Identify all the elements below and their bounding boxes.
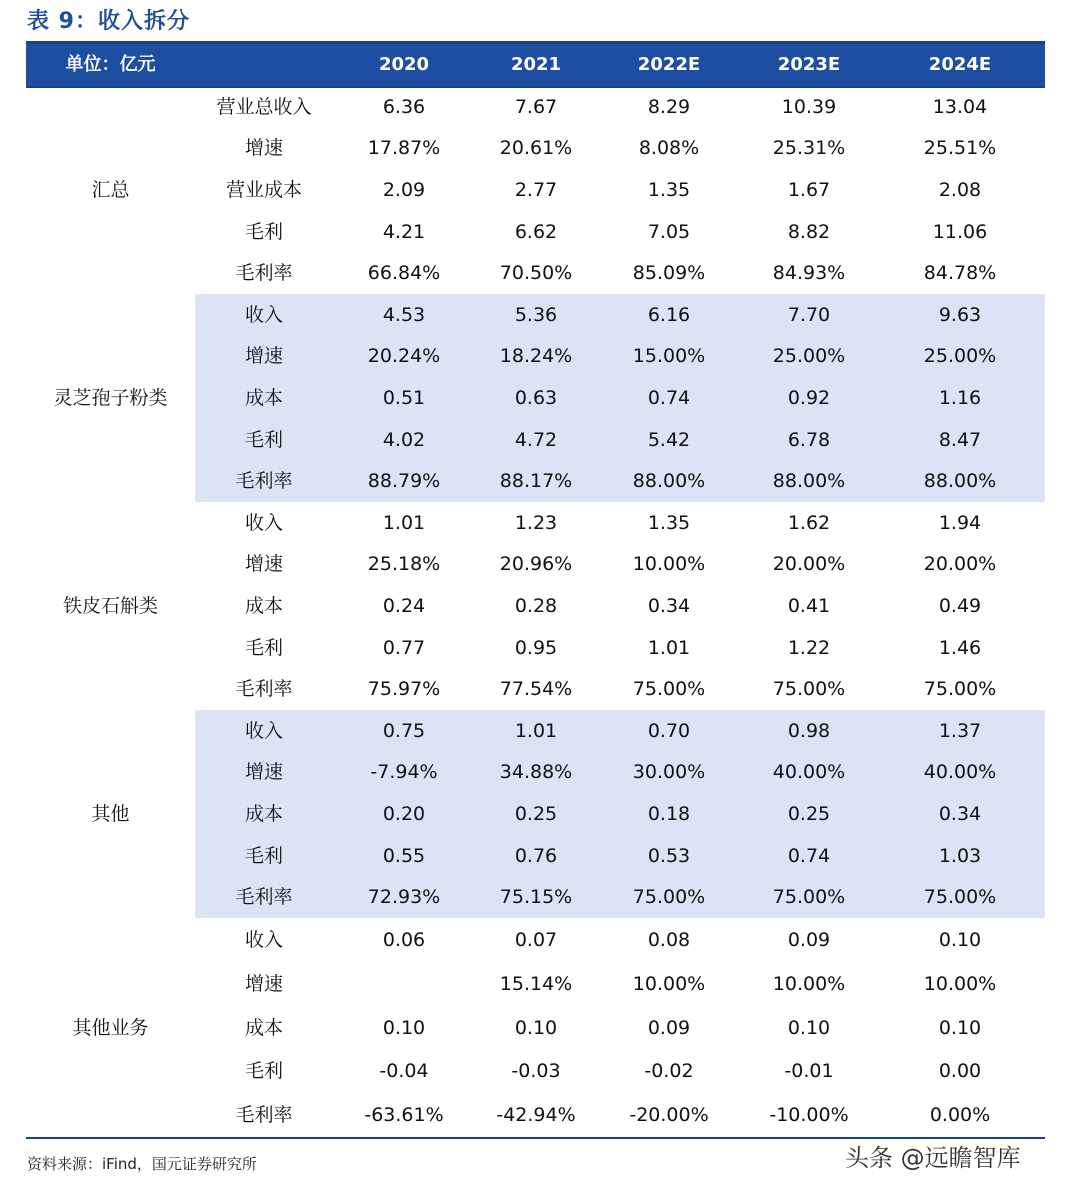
value-cell: 6.62 [514,220,558,243]
value-cell: 1.01 [514,719,558,742]
value-cell: 0.20 [382,803,426,825]
value-cell: 8.29 [647,95,691,118]
source-note: 资料来源：iFind，国元证券研究所 [27,1155,257,1173]
group-name: 其他 [91,803,130,825]
value-cell: 0.00 [938,1060,982,1083]
value-cell: 0.10 [514,1016,558,1039]
value-cell: 88.00% [772,470,846,493]
value-cell: 17.87% [367,137,441,160]
value-cell: 1.23 [514,511,558,534]
value-cell: 0.70 [647,719,691,742]
value-cell: 15.00% [632,345,706,368]
value-cell: 1.46 [938,636,982,659]
value-cell: 25.00% [923,345,997,368]
table-title: 表 9：收入拆分 [27,9,190,34]
value-cell: 0.74 [647,387,691,409]
header-year-2022e: 2022E [637,54,701,75]
value-cell: 75.00% [772,678,846,701]
value-cell: 40.00% [772,761,846,784]
value-cell: 6.36 [382,95,426,118]
value-cell: 8.82 [787,220,831,243]
row-label: 增速 [244,761,283,784]
value-cell: 34.88% [499,761,573,784]
value-cell: 0.07 [514,928,558,951]
value-cell: -42.94% [496,1104,576,1127]
value-cell: 20.96% [499,553,573,576]
value-cell: 7.67 [514,95,558,118]
row-label: 成本 [244,1016,283,1039]
value-cell: 0.95 [514,636,558,659]
value-cell: -7.94% [370,761,438,784]
value-cell: 0.41 [787,595,831,617]
value-cell: 1.03 [938,844,982,867]
value-cell: 10.00% [632,553,706,576]
value-cell: 1.35 [647,511,691,534]
value-cell: 0.09 [787,928,831,951]
value-cell: 0.28 [514,595,558,617]
value-cell: 20.61% [499,137,573,160]
value-cell: 1.67 [787,179,831,201]
row-label: 毛利 [244,636,283,659]
value-cell: 8.08% [638,137,700,160]
value-cell: 75.00% [772,886,846,909]
row-label: 毛利率 [235,1104,293,1127]
value-cell: 75.00% [923,678,997,701]
value-cell: 7.05 [647,220,691,243]
value-cell: 1.01 [382,511,426,534]
value-cell: 0.24 [382,595,426,617]
header-year-2021: 2021 [510,54,562,75]
value-cell: -0.03 [511,1060,561,1083]
value-cell: 7.70 [787,303,831,326]
value-cell: 6.16 [647,303,691,326]
value-cell: 1.62 [787,511,831,534]
header-year-2023e: 2023E [777,54,841,75]
value-cell: 77.54% [499,678,573,701]
value-cell: 0.06 [382,928,426,951]
value-cell: 75.00% [923,886,997,909]
value-cell: 0.34 [647,595,691,617]
row-label: 毛利 [244,844,283,867]
value-cell: 0.55 [382,844,426,867]
value-cell: 0.08 [647,928,691,951]
value-cell: 6.78 [787,428,831,451]
value-cell: 1.16 [938,387,982,409]
value-cell: -63.61% [364,1104,444,1127]
header-year-2024e: 2024E [928,54,992,75]
row-label: 成本 [244,595,283,617]
table-header [26,44,1045,86]
value-cell: -0.02 [644,1060,694,1083]
value-cell: 1.35 [647,179,691,201]
value-cell: -0.04 [379,1060,429,1083]
watermark: 头条 @远瞻智库 [845,1144,1021,1172]
value-cell: 10.39 [781,95,837,118]
value-cell: 5.36 [514,303,558,326]
value-cell: 88.00% [632,470,706,493]
header-year-2020: 2020 [378,54,430,75]
value-cell: 25.31% [772,137,846,160]
value-cell: 0.51 [382,387,426,409]
value-cell: 85.09% [632,262,706,285]
value-cell: 10.00% [632,972,706,995]
value-cell: 0.10 [382,1016,426,1039]
row-label: 收入 [244,719,283,742]
row-label: 营业总收入 [216,95,312,118]
value-cell: 0.10 [938,1016,982,1039]
value-cell: 0.49 [938,595,982,617]
value-cell: 0.34 [938,803,982,825]
value-cell: 13.04 [932,95,988,118]
value-cell: 88.00% [923,470,997,493]
value-cell: 1.94 [938,511,982,534]
value-cell: 84.78% [923,262,997,285]
value-cell: 0.53 [647,844,691,867]
value-cell: 0.74 [787,844,831,867]
value-cell: 88.17% [499,470,573,493]
value-cell: 5.42 [647,428,691,451]
row-label: 毛利率 [235,262,293,285]
value-cell: 20.00% [772,553,846,576]
value-cell: 18.24% [499,345,573,368]
value-cell: 0.76 [514,844,558,867]
value-cell: 72.93% [367,886,441,909]
value-cell: 10.00% [772,972,846,995]
value-cell: 40.00% [923,761,997,784]
header-bottom-rule [26,86,1045,88]
value-cell: -20.00% [629,1104,709,1127]
value-cell: 4.53 [382,303,426,326]
group-name: 灵芝孢子粉类 [53,387,168,409]
value-cell: 9.63 [938,303,982,326]
row-label: 增速 [244,553,283,576]
row-label: 毛利率 [235,470,293,493]
value-cell: -0.01 [784,1060,834,1083]
value-cell: 75.00% [632,678,706,701]
row-label: 成本 [244,387,283,409]
value-cell: 25.51% [923,137,997,160]
value-cell: 0.10 [787,1016,831,1039]
row-label: 营业成本 [225,179,302,201]
value-cell: 1.22 [787,636,831,659]
value-cell: 0.75 [382,719,426,742]
value-cell: 15.14% [499,972,573,995]
value-cell: 1.01 [647,636,691,659]
row-label: 收入 [244,303,283,326]
row-label: 增速 [244,137,283,160]
value-cell: 2.09 [382,179,426,201]
row-label: 增速 [244,972,283,995]
value-cell: 0.25 [787,803,831,825]
value-cell: 20.00% [923,553,997,576]
value-cell: 75.15% [499,886,573,909]
value-cell: 25.18% [367,553,441,576]
row-label: 毛利 [244,220,283,243]
value-cell: 8.47 [938,428,982,451]
value-cell: 0.63 [514,387,558,409]
group-name: 汇总 [91,179,130,201]
value-cell: 0.25 [514,803,558,825]
row-label: 毛利率 [235,886,293,909]
row-label: 毛利 [244,1060,283,1083]
row-label: 收入 [244,511,283,534]
header-unit-label: 单位：亿元 [65,54,156,75]
value-cell: 4.02 [382,428,426,451]
row-label: 收入 [244,928,283,951]
value-cell: 20.24% [367,345,441,368]
value-cell: 0.77 [382,636,426,659]
row-label: 成本 [244,803,283,825]
row-label: 毛利率 [235,678,293,701]
group-name: 铁皮石斛类 [62,595,158,617]
value-cell: 10.00% [923,972,997,995]
value-cell: 30.00% [632,761,706,784]
row-label: 增速 [244,345,283,368]
value-cell: 70.50% [499,262,573,285]
value-cell: 0.10 [938,928,982,951]
value-cell: 66.84% [367,262,441,285]
value-cell: 2.08 [938,179,982,201]
value-cell: 4.72 [514,428,558,451]
value-cell: 0.92 [787,387,831,409]
value-cell: 1.37 [938,719,982,742]
value-cell: 75.97% [367,678,441,701]
value-cell: 88.79% [367,470,441,493]
group-name: 其他业务 [72,1016,149,1039]
value-cell: 75.00% [632,886,706,909]
value-cell: 25.00% [772,345,846,368]
value-cell: 4.21 [382,220,426,243]
value-cell: 2.77 [514,179,558,201]
value-cell: -10.00% [769,1104,849,1127]
value-cell: 11.06 [932,220,988,243]
value-cell: 0.18 [647,803,691,825]
value-cell: 84.93% [772,262,846,285]
row-label: 毛利 [244,428,283,451]
value-cell: 0.00% [929,1104,991,1127]
value-cell: 0.98 [787,719,831,742]
value-cell: 0.09 [647,1016,691,1039]
